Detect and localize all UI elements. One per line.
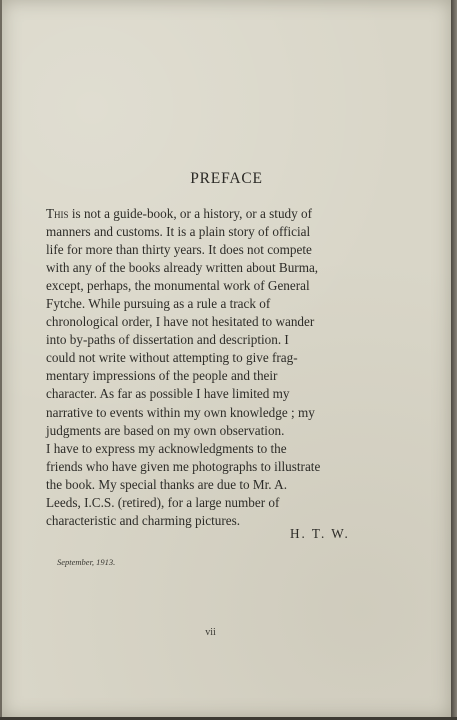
text-line [46, 494, 372, 512]
text-line [46, 259, 372, 277]
text-line [46, 295, 372, 313]
text-line [46, 277, 372, 295]
text-line-content: manners and customs. It is a plain story of official [46, 224, 311, 240]
text-line [46, 205, 372, 223]
text-line-content: except, perhaps, the monumental work of General [46, 278, 310, 294]
preface-body [46, 205, 372, 530]
text-line-content: could not write without attempting to give frag- [46, 350, 298, 366]
text-line [46, 440, 372, 458]
text-line-content: the book. My special thanks are due to Mr. A. [46, 476, 287, 492]
text-line-content: judgments are based on my own observation. [46, 422, 285, 438]
text-line [46, 223, 372, 241]
text-line-content: into by-paths of dissertation and description. I [46, 332, 289, 348]
text-line-content: Fytche. While pursuing as a rule a track of [46, 296, 271, 312]
text-line-content: narrative to events within my own knowledge ; my [46, 404, 315, 420]
text-line [46, 476, 372, 494]
text-line-content: with any of the books already written about Burma, [46, 260, 319, 276]
text-line [46, 313, 372, 331]
book-page [2, 0, 451, 718]
page-heading: PREFACE [190, 170, 263, 187]
text-line-content: mentary impressions of the people and their [46, 368, 278, 384]
text-line [46, 367, 372, 385]
text-line-content: characteristic and charming pictures. [46, 512, 241, 528]
text-line-content: Leeds, I.C.S. (retired), for a large number of [46, 494, 280, 510]
text-line-content: chronological order, I have not hesitated to wander [46, 314, 315, 330]
page-edge-shadow [451, 0, 457, 720]
text-line [46, 404, 372, 422]
opening-word: This [46, 206, 69, 221]
text-line [46, 331, 372, 349]
text-line [46, 349, 372, 367]
text-line-content [46, 205, 312, 223]
author-initials: H. T. W. [290, 526, 350, 541]
opening-line-rest: is not a guide-book, or a history, or a study of [68, 206, 313, 221]
text-line [46, 385, 372, 403]
text-line [46, 458, 372, 476]
page-number: vii [205, 627, 216, 638]
text-line-content: I have to express my acknowledgments to the [46, 440, 287, 456]
text-line [46, 422, 372, 440]
text-line-content: life for more than thirty years. It does not compete [46, 242, 312, 258]
text-line-content: character. As far as possible I have limited my [46, 386, 290, 402]
preface-date: September, 1913. [57, 557, 116, 567]
text-line [46, 241, 372, 259]
text-line-content: friends who have given me photographs to illustrate [46, 458, 321, 474]
